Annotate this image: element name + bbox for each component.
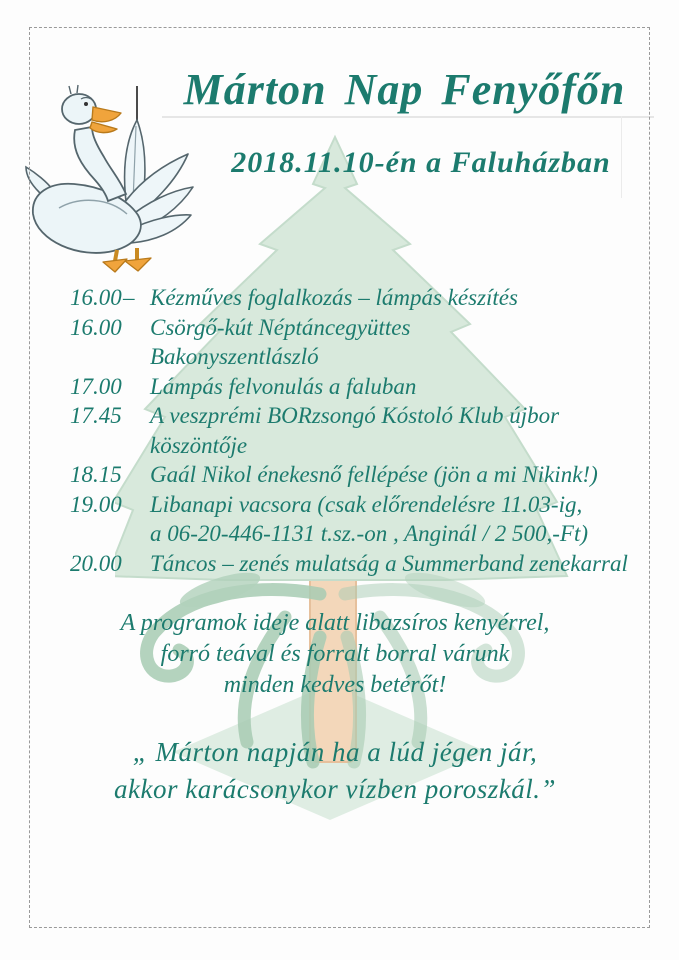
program-line: A veszprémi BORzsongó Kóstoló Klub újbor [150, 403, 560, 428]
quote-line: akkor karácsonykor vízben poroszkál.” [114, 774, 556, 804]
poster-subtitle: 2018.11.10-én a Faluházban [231, 146, 611, 179]
program-time: 16.00 [70, 314, 122, 340]
quote-line: „ Márton napján ha a lúd jégen jár, [132, 737, 538, 767]
program-line: Kézműves foglalkozás – lámpás készítés [150, 285, 518, 310]
program-line: a 06-20-446-1131 t.sz.-on , Anginál / 2 500,-Ft) [150, 521, 589, 546]
program-line: köszöntője [150, 432, 248, 458]
program-line: Libanapi vacsora (csak előrendelésre 11.03-ig, [150, 491, 583, 517]
program-time: 20.00 [70, 550, 122, 576]
program-line: Gaál Nikol énekesnő fellépése (jön a mi Nikink!) [150, 462, 598, 487]
program-dash: – [123, 285, 135, 310]
program-time: 17.45 [70, 403, 122, 428]
program-line: Bakonyszentlászló [150, 344, 319, 369]
program-time: 19.00 [70, 491, 122, 517]
dashed-border [29, 27, 650, 928]
info-note-line: minden kedves betérőt! [223, 672, 447, 698]
program-line: Táncos – zenés mulatság a Summerband zenekarral [150, 550, 628, 576]
program-line: Lámpás felvonulás a faluban [150, 373, 417, 399]
program-line: Csörgő-kút Néptáncegyüttes [150, 314, 411, 340]
info-note-line: A programok ideje alatt libazsíros kenyérrel, [120, 610, 550, 636]
program-time: 16.00 [70, 285, 122, 310]
program-time: 17.00 [70, 373, 122, 399]
poster-title: Márton Nap Fenyőfőn [183, 65, 626, 114]
info-note-line: forró teával és forralt borral várunk [160, 641, 510, 667]
program-time: 18.15 [70, 462, 122, 487]
